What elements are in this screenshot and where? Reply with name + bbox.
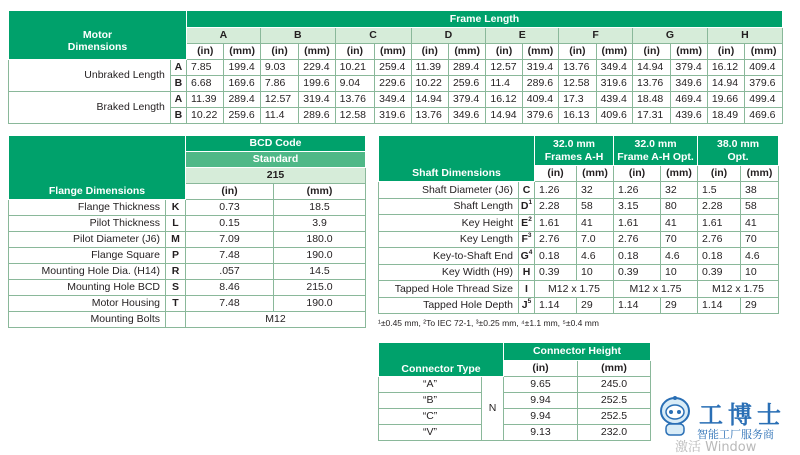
watermark-tagline: 智能工厂服务商 xyxy=(697,428,774,441)
connector-type: “A” xyxy=(379,377,482,393)
table-cell: 12.57 xyxy=(260,92,298,108)
table-cell: 18.48 xyxy=(633,92,671,108)
table-cell: 252.5 xyxy=(578,409,651,425)
table-cell: 70 xyxy=(741,231,779,248)
standard-header: Standard xyxy=(186,152,366,168)
unit-in: (in) xyxy=(187,44,224,60)
unit-mm: (mm) xyxy=(745,44,783,60)
table-cell: 58 xyxy=(741,198,779,215)
table-cell: 29 xyxy=(661,297,698,314)
watermark-brand: 工博士 xyxy=(699,401,786,429)
table-cell: 14.94 xyxy=(707,76,744,92)
table-cell: 180.0 xyxy=(274,232,366,248)
table-cell: 10 xyxy=(577,264,614,281)
bcd-code-header: BCD Code xyxy=(186,136,366,152)
dimension-key: R xyxy=(166,264,186,280)
table-cell: 4.6 xyxy=(741,248,779,265)
dimension-label: Key Height xyxy=(379,215,519,232)
table-cell: 349.4 xyxy=(596,60,632,76)
table-cell: 13.76 xyxy=(411,108,448,124)
footnote-marker: 3 xyxy=(527,232,532,239)
table-cell: 215.0 xyxy=(274,280,366,296)
table-cell: 289.4 xyxy=(224,92,260,108)
table-cell: 16.12 xyxy=(707,60,744,76)
table-cell: 0.18 xyxy=(614,248,661,265)
table-cell: 0.18 xyxy=(535,248,577,265)
table-cell: 0.39 xyxy=(535,264,577,281)
dimension-key-cell xyxy=(519,297,535,314)
table-cell: 259.6 xyxy=(448,76,485,92)
table-cell: 9.13 xyxy=(504,425,578,441)
unit-mm: (mm) xyxy=(671,44,707,60)
dimension-key: G xyxy=(520,249,529,262)
table-cell: 10.22 xyxy=(411,76,448,92)
table-cell: 6.68 xyxy=(187,76,224,92)
dimension-key: T xyxy=(166,296,186,312)
dimension-key-cell xyxy=(519,182,535,199)
table-cell: 409.4 xyxy=(745,60,783,76)
unit-mm: (mm) xyxy=(299,44,335,60)
unit-in: (in) xyxy=(486,44,522,60)
frame-letter: F xyxy=(559,28,633,44)
table-cell: 409.4 xyxy=(522,92,558,108)
row-key: B xyxy=(170,108,186,124)
table-cell: 379.6 xyxy=(522,108,558,124)
unit-mm: (mm) xyxy=(661,166,698,182)
table-cell: 7.86 xyxy=(260,76,298,92)
unit-in: (in) xyxy=(698,166,741,182)
table-cell: 14.94 xyxy=(486,108,522,124)
table-cell: 7.85 xyxy=(187,60,224,76)
table-cell: 13.76 xyxy=(633,76,671,92)
unit-in: (in) xyxy=(633,44,671,60)
table-cell: 1.26 xyxy=(614,182,661,199)
dimension-key-cell xyxy=(519,264,535,281)
dimension-label: Tapped Hole Thread Size xyxy=(379,281,519,298)
dimension-label: Mounting Hole Dia. (H14) xyxy=(9,264,166,280)
shaft-option-header: 32.0 mm Frames A-H xyxy=(535,136,614,166)
unit-mm: (mm) xyxy=(741,166,779,182)
length-group-label: Braked Length xyxy=(9,92,171,124)
unit-mm: (mm) xyxy=(448,44,485,60)
unit-in: (in) xyxy=(335,44,374,60)
table-cell: 469.4 xyxy=(671,92,707,108)
dimension-key: M xyxy=(166,232,186,248)
connector-type: “V” xyxy=(379,425,482,441)
flange-dimensions-header: Flange Dimensions xyxy=(9,136,186,200)
table-cell: 190.0 xyxy=(274,248,366,264)
table-cell: 9.65 xyxy=(504,377,578,393)
dimension-key: H xyxy=(522,266,531,278)
unit-mm: (mm) xyxy=(375,44,411,60)
table-cell: 10.21 xyxy=(335,60,374,76)
empty-key xyxy=(166,312,186,328)
dimension-label: Pilot Thickness xyxy=(9,216,166,232)
unit-in: (in) xyxy=(504,361,578,377)
table-cell: 41 xyxy=(661,215,698,232)
dimension-label: Shaft Length xyxy=(379,198,519,215)
table-cell: 10 xyxy=(741,264,779,281)
table-cell: 18.49 xyxy=(707,108,744,124)
unit-in: (in) xyxy=(707,44,744,60)
row-key: B xyxy=(170,76,186,92)
table-cell: .057 xyxy=(186,264,274,280)
table-cell: 379.4 xyxy=(448,92,485,108)
connector-height-header: Connector Height xyxy=(504,343,651,361)
table-cell: 2.76 xyxy=(614,231,661,248)
table-cell: 0.18 xyxy=(698,248,741,265)
frame-letter: G xyxy=(633,28,708,44)
table-cell: 199.6 xyxy=(299,76,335,92)
table-cell: 14.5 xyxy=(274,264,366,280)
table-cell: 1.61 xyxy=(698,215,741,232)
dimension-key: L xyxy=(166,216,186,232)
table-cell: 1.61 xyxy=(614,215,661,232)
dimension-key: P xyxy=(166,248,186,264)
unit-mm: (mm) xyxy=(522,44,558,60)
table-cell: 289.4 xyxy=(448,60,485,76)
table-cell: 349.6 xyxy=(448,108,485,124)
dimension-label: Shaft Diameter (J6) xyxy=(379,182,519,199)
table-cell: 41 xyxy=(577,215,614,232)
table-cell: 32 xyxy=(661,182,698,199)
unit-in: (in) xyxy=(411,44,448,60)
table-cell: 409.6 xyxy=(596,108,632,124)
table-cell: 0.39 xyxy=(614,264,661,281)
shaft-footnote: ¹±0.45 mm, ²To IEC 72-1, ³±0.25 mm, ⁴±1.1 mm, ⁵±0.4 mm xyxy=(378,318,599,328)
table-cell: 1.14 xyxy=(698,297,741,314)
table-cell: 58 xyxy=(577,198,614,215)
frame-letter: D xyxy=(411,28,486,44)
table-cell: 16.13 xyxy=(559,108,596,124)
table-cell: 2.28 xyxy=(698,198,741,215)
table-cell: 439.6 xyxy=(671,108,707,124)
table-cell: 499.4 xyxy=(745,92,783,108)
dimension-label: Pilot Diameter (J6) xyxy=(9,232,166,248)
dimension-label: Key Width (H9) xyxy=(379,264,519,281)
dimension-key: E xyxy=(521,216,529,229)
table-cell: 2.76 xyxy=(535,231,577,248)
unit-in: (in) xyxy=(614,166,661,182)
row-key: A xyxy=(170,60,186,76)
table-cell: 11.4 xyxy=(260,108,298,124)
table-cell: 13.76 xyxy=(559,60,596,76)
table-cell: 245.0 xyxy=(578,377,651,393)
table-cell: 229.6 xyxy=(375,76,411,92)
shaft-dimensions-table xyxy=(378,135,779,314)
frame-letter: A xyxy=(187,28,261,44)
table-cell: 1.14 xyxy=(535,297,577,314)
table-cell: 7.0 xyxy=(577,231,614,248)
table-cell: 29 xyxy=(741,297,779,314)
table-cell: M12 x 1.75 xyxy=(535,281,614,298)
table-cell: 3.15 xyxy=(614,198,661,215)
dimension-key: I xyxy=(525,282,528,295)
table-cell: 0.15 xyxy=(186,216,274,232)
dimension-key-cell xyxy=(519,198,535,215)
frame-length-header: Frame Length xyxy=(187,11,783,28)
table-cell: 319.4 xyxy=(299,92,335,108)
frame-letter: H xyxy=(707,28,782,44)
dimension-key: C xyxy=(522,183,531,196)
table-cell: 252.5 xyxy=(578,393,651,409)
dimension-key: K xyxy=(166,200,186,216)
table-cell: 2.28 xyxy=(535,198,577,215)
table-cell: 2.76 xyxy=(698,231,741,248)
table-cell: 1.14 xyxy=(614,297,661,314)
table-cell: 9.04 xyxy=(335,76,374,92)
table-cell: 10 xyxy=(661,264,698,281)
table-cell: 190.0 xyxy=(274,296,366,312)
table-cell: 7.09 xyxy=(186,232,274,248)
table-cell: 16.12 xyxy=(486,92,522,108)
table-cell: 439.4 xyxy=(596,92,632,108)
table-cell: 1.61 xyxy=(535,215,577,232)
frame-letter: C xyxy=(335,28,411,44)
dimension-key: N xyxy=(482,377,504,441)
frame-letter: B xyxy=(260,28,335,44)
dimension-key-cell xyxy=(519,248,535,265)
unit-in: (in) xyxy=(260,44,298,60)
unit-mm: (mm) xyxy=(274,184,366,200)
dimension-label: Motor Housing xyxy=(9,296,166,312)
table-cell: 14.94 xyxy=(633,60,671,76)
table-cell: 29 xyxy=(577,297,614,314)
table-cell: 12.58 xyxy=(559,76,596,92)
table-cell: 32 xyxy=(577,182,614,199)
dimension-label: Flange Thickness xyxy=(9,200,166,216)
table-cell: M12 x 1.75 xyxy=(614,281,698,298)
table-cell: 1.5 xyxy=(698,182,741,199)
dimension-key-cell xyxy=(519,215,535,232)
unit-mm: (mm) xyxy=(577,166,614,182)
table-cell: 19.66 xyxy=(707,92,744,108)
table-cell: 319.6 xyxy=(596,76,632,92)
flange-dimensions-table xyxy=(8,135,366,328)
frame-length-table xyxy=(8,10,783,124)
table-cell: 379.4 xyxy=(671,60,707,76)
dimension-label: Key Length xyxy=(379,231,519,248)
table-cell: 11.39 xyxy=(411,60,448,76)
table-cell: 70 xyxy=(661,231,698,248)
table-cell: 4.6 xyxy=(577,248,614,265)
dimension-key: J xyxy=(521,299,528,311)
table-cell: 13.76 xyxy=(335,92,374,108)
dimension-label: Tapped Hole Depth xyxy=(379,297,519,314)
table-cell: 0.73 xyxy=(186,200,274,216)
table-cell: 3.9 xyxy=(274,216,366,232)
shaft-option-header: 32.0 mm Frame A-H Opt. xyxy=(614,136,698,166)
footnote-marker: 5 xyxy=(527,298,532,305)
table-cell: 8.46 xyxy=(186,280,274,296)
table-cell: 18.5 xyxy=(274,200,366,216)
table-cell: 232.0 xyxy=(578,425,651,441)
watermark xyxy=(655,393,800,455)
unit-in: (in) xyxy=(186,184,274,200)
table-cell: 4.6 xyxy=(661,248,698,265)
bcd-code-value: 215 xyxy=(186,168,366,184)
unit-in: (in) xyxy=(535,166,577,182)
table-cell: 9.03 xyxy=(260,60,298,76)
row-key: A xyxy=(170,92,186,108)
table-cell: 289.6 xyxy=(299,108,335,124)
unit-mm: (mm) xyxy=(596,44,632,60)
dimension-label: Mounting Hole BCD xyxy=(9,280,166,296)
table-cell: 7.48 xyxy=(186,248,274,264)
unit-mm: (mm) xyxy=(578,361,651,377)
table-cell: 9.94 xyxy=(504,393,578,409)
table-cell: 10.22 xyxy=(187,108,224,124)
dimension-label: Flange Square xyxy=(9,248,166,264)
table-cell: 229.4 xyxy=(299,60,335,76)
table-cell: 379.6 xyxy=(745,76,783,92)
dimension-key: S xyxy=(166,280,186,296)
table-cell: 41 xyxy=(741,215,779,232)
table-cell: 349.6 xyxy=(671,76,707,92)
table-cell: 199.4 xyxy=(224,60,260,76)
dimension-key-cell xyxy=(519,231,535,248)
motor-dimensions-header: Motor Dimensions xyxy=(9,11,187,60)
footnote-marker: 1 xyxy=(528,199,533,206)
table-cell: 17.31 xyxy=(633,108,671,124)
table-cell: 259.4 xyxy=(375,60,411,76)
table-cell: 289.6 xyxy=(522,76,558,92)
table-cell: 169.6 xyxy=(224,76,260,92)
mounting-bolts-value: M12 xyxy=(186,312,366,328)
table-cell: 17.3 xyxy=(559,92,596,108)
mounting-bolts-label: Mounting Bolts xyxy=(9,312,166,328)
shaft-option-header: 38.0 mm Opt. xyxy=(698,136,779,166)
table-cell: 259.6 xyxy=(224,108,260,124)
shaft-dimensions-header: Shaft Dimensions xyxy=(379,136,535,182)
table-cell: 0.39 xyxy=(698,264,741,281)
table-cell: 9.94 xyxy=(504,409,578,425)
dimension-key: F xyxy=(521,233,528,245)
table-cell: 1.26 xyxy=(535,182,577,199)
table-cell: 12.58 xyxy=(335,108,374,124)
table-cell: 319.4 xyxy=(522,60,558,76)
table-cell: M12 x 1.75 xyxy=(698,281,779,298)
footnote-marker: 4 xyxy=(528,248,533,256)
unit-mm: (mm) xyxy=(224,44,260,60)
table-cell: 38 xyxy=(741,182,779,199)
table-cell: 319.6 xyxy=(375,108,411,124)
dimension-key-cell xyxy=(519,281,535,298)
connector-type: “B” xyxy=(379,393,482,409)
table-cell: 7.48 xyxy=(186,296,274,312)
table-cell: 11.39 xyxy=(187,92,224,108)
connector-type-header: Connector Type xyxy=(379,343,504,377)
dimension-key: D xyxy=(520,200,529,212)
table-cell: 469.6 xyxy=(745,108,783,124)
connector-table xyxy=(378,342,651,441)
dimension-label: Key-to-Shaft End xyxy=(379,248,519,265)
table-cell: 349.4 xyxy=(375,92,411,108)
unit-in: (in) xyxy=(559,44,596,60)
footnote-marker: 2 xyxy=(528,215,532,223)
length-group-label: Unbraked Length xyxy=(9,60,171,92)
table-cell: 14.94 xyxy=(411,92,448,108)
table-cell: 12.57 xyxy=(486,60,522,76)
connector-type: “C” xyxy=(379,409,482,425)
frame-letter: E xyxy=(486,28,559,44)
table-cell: 80 xyxy=(661,198,698,215)
activate-windows-overlay: 激活 Window xyxy=(675,440,757,455)
table-cell: 11.4 xyxy=(486,76,522,92)
robot-mascot-icon xyxy=(657,395,693,439)
